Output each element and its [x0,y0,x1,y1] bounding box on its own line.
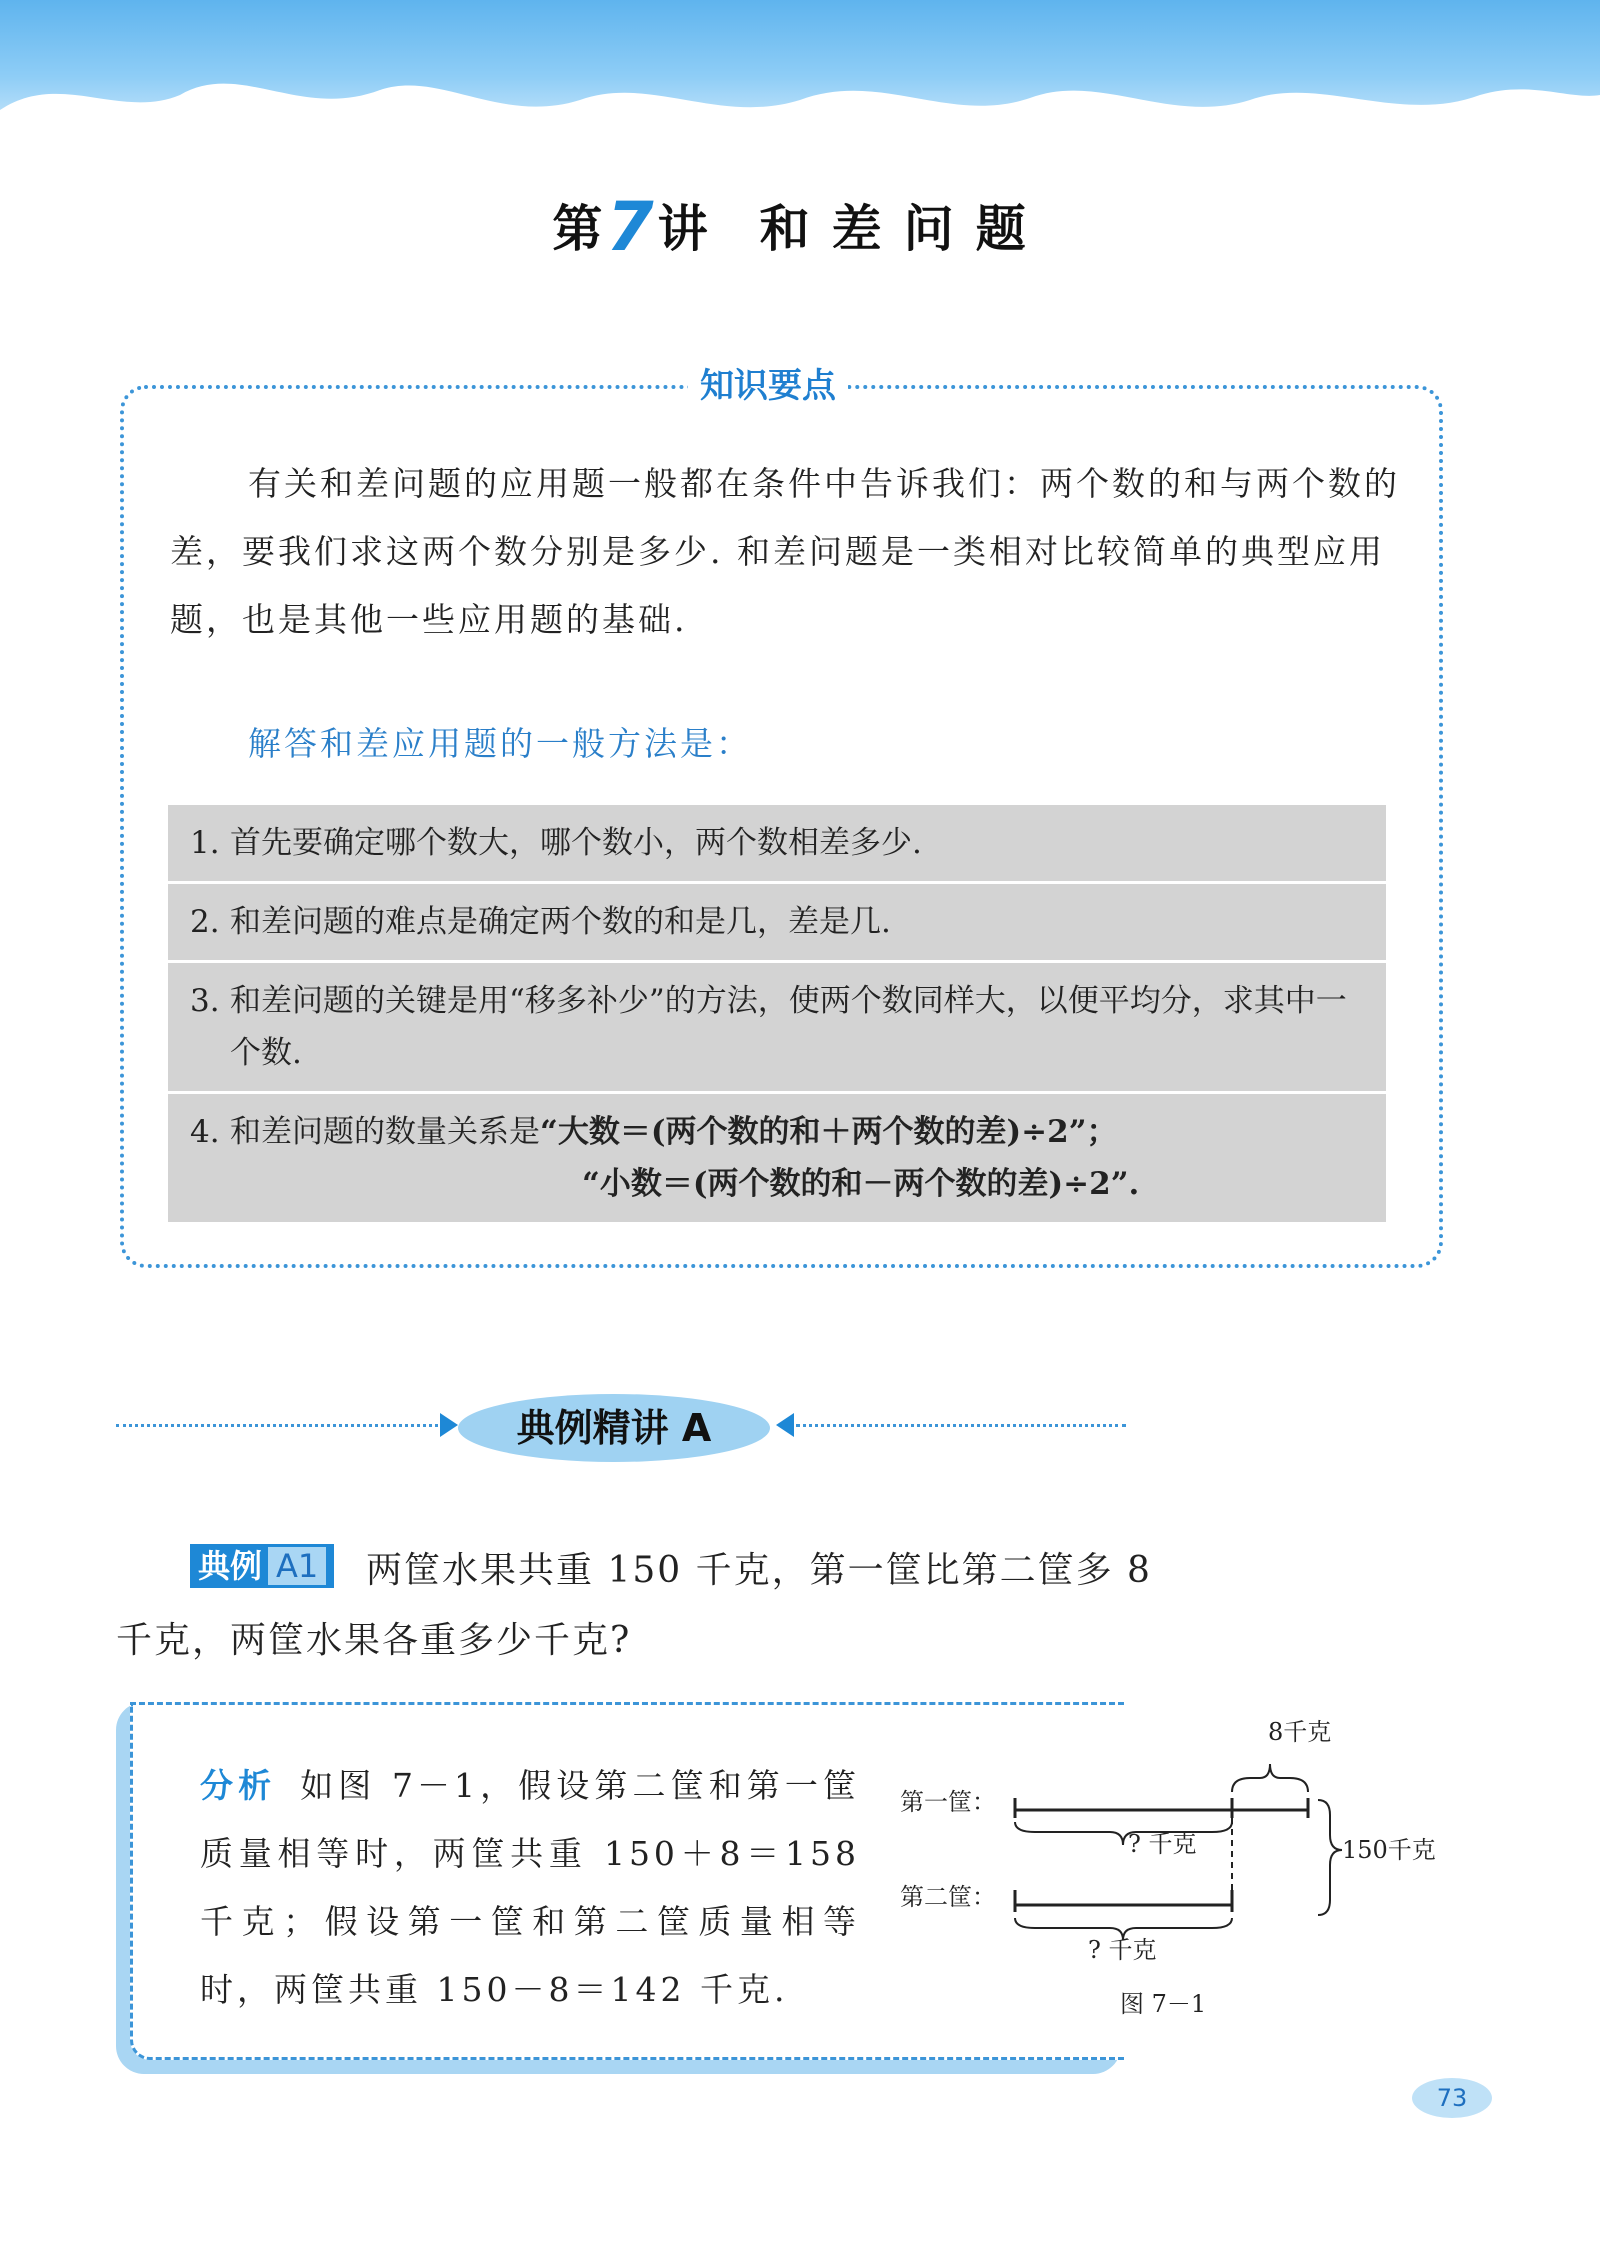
method-item-number: 3. [190,983,220,1019]
lecture-prefix: 第 [552,200,605,258]
formula-small: “小数＝(两个数的和－两个数的差)÷2”. [582,1166,1140,1202]
method-title: 解答和差应用题的一般方法是： [248,724,752,763]
divider-left [116,1424,438,1427]
knowledge-paragraph: 有关和差问题的应用题一般都在条件中告诉我们：两个数的和与两个数的差，要我们求这两个数分别是多少. 和差问题是一类相对比较简单的典型应用题，也是其他一些应用题的基础. [170,464,1400,639]
section-banner: 典例精讲 A [458,1394,770,1462]
method-item [168,963,1386,1094]
lecture-topic: 和差问题 [759,200,1048,258]
diff-label: 8千克 [1268,1718,1332,1746]
method-item [168,805,1386,884]
brace-total [1318,1800,1342,1915]
method-item-text: 和差问题的数量关系是 [230,1114,540,1150]
total-label: 150千克 [1342,1836,1436,1864]
analysis-label: 分析 [200,1766,277,1805]
method-item-text: 和差问题的关键是用“移多补少”的方法，使两个数同样大，以便平均分，求其中一个数. [230,983,1347,1071]
method-item-text: 和差问题的难点是确定两个数的和是几，差是几. [230,904,891,940]
knowledge-heading: 知识要点 [688,358,848,407]
example-text: 两筐水果共重 150 千克，第一筐比第二筐多 8 千克，两筐水果各重多少千克? [116,1550,1152,1661]
lecture-title [0,188,1600,267]
arrow-right-icon [440,1413,458,1437]
method-item [168,1094,1386,1225]
segment-diagram [880,1700,1460,2040]
method-item-text: 首先要确定哪个数大，哪个数小，两个数相差多少. [230,825,922,861]
brace-unknown1 [1015,1822,1232,1845]
method-item [168,884,1386,963]
brace-difference [1232,1764,1308,1792]
row1-label: 第一筐： [900,1788,996,1816]
cloud-decoration [0,0,1600,170]
formula-large: “大数＝(两个数的和＋两个数的差)÷2”； [540,1114,1118,1150]
analysis-text: 如图 7－1，假设第二筐和第一筐质量相等时，两筐共重 150＋8＝158 千克；假设第一筐和第二筐质量相等时，两筐共重 150－8＝142 千克. [200,1766,860,2009]
method-item-number: 4. [190,1114,220,1150]
method-item-number: 1. [190,825,220,861]
lecture-suffix: 讲 [657,200,710,258]
arrow-left-icon [776,1413,794,1437]
row2-label: 第二筐： [900,1883,996,1911]
divider-right [796,1424,1126,1427]
example-code: A1 [268,1547,326,1585]
unknown1-label: ? 千克 [1128,1830,1197,1858]
example-tag-label: 典例 [198,1547,263,1585]
method-item-number: 2. [190,904,220,940]
example-tag [190,1544,334,1588]
figure-caption: 图 7－1 [1120,1990,1207,2018]
brace-unknown2 [1015,1918,1232,1940]
page-number: 73 [1412,2078,1492,2118]
lecture-number: 7 [606,188,656,267]
method-list [168,805,1386,1225]
unknown2-label: ? 千克 [1088,1936,1157,1964]
analysis-text-block [200,1752,860,2024]
sky-header [0,0,1600,170]
